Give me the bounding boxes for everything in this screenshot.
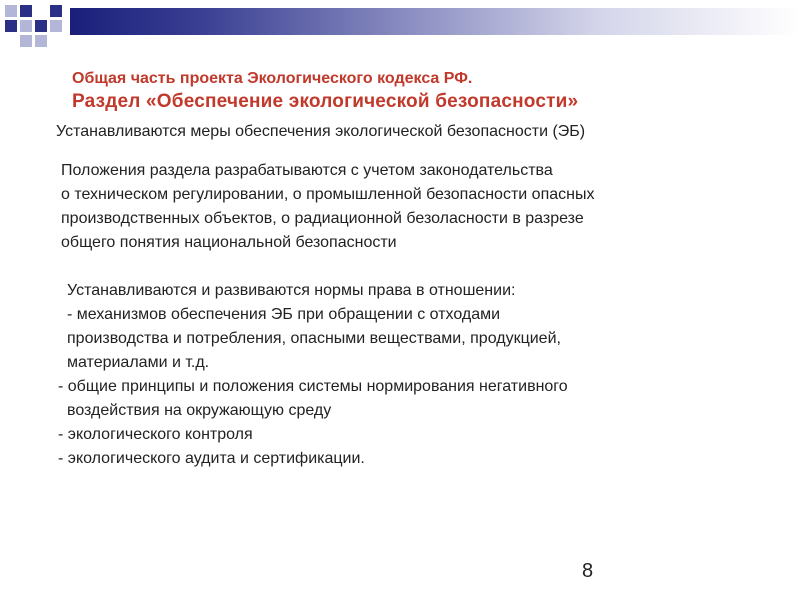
title-line-2: Раздел «Обеспечение экологической безопасности» <box>72 91 579 112</box>
header-gradient-bar <box>70 8 800 35</box>
decorative-header-band <box>0 0 800 46</box>
page-number: 8 <box>582 560 594 582</box>
paragraph-line: воздействия на окружающую среду <box>67 402 332 419</box>
legislation-paragraph <box>61 159 594 255</box>
paragraph-line: о техническом регулировании, о промышленной безопасности опасных <box>61 186 595 203</box>
paragraph-line: производства и потребления, опасными веществами, продукцией, <box>67 330 561 347</box>
list-item: - общие принципы и положения системы нормирования негативного <box>58 378 568 395</box>
paragraph-line: общего понятия национальной безопасности <box>61 234 397 251</box>
decorative-square <box>35 20 47 32</box>
list-item: - механизмов обеспечения ЭБ при обращении с отходами <box>67 306 501 323</box>
decorative-square <box>20 5 32 17</box>
decorative-square <box>50 5 62 17</box>
list-item: - экологического аудита и сертификации. <box>58 450 365 467</box>
list-item: - экологического контроля <box>58 426 253 443</box>
norms-paragraph <box>58 279 568 471</box>
decorative-square <box>50 20 62 32</box>
paragraph-line: Положения раздела разрабатываются с учетом законодательства <box>61 162 553 179</box>
slide-title <box>72 68 772 114</box>
decorative-square <box>5 35 17 47</box>
decorative-square <box>35 5 47 17</box>
paragraph-line: материалами и т.д. <box>67 354 210 371</box>
paragraph-line: производственных объектов, о радиационной безоласности в разрезе <box>61 210 584 227</box>
decorative-square <box>5 5 17 17</box>
decorative-square <box>5 20 17 32</box>
decorative-square <box>20 35 32 47</box>
title-line-1: Общая часть проекта Экологического кодекса РФ. <box>72 70 473 87</box>
slide-subtitle: Устанавливаются меры обеспечения экологической безопасности (ЭБ) <box>56 123 586 140</box>
decorative-square <box>20 20 32 32</box>
paragraph-line: Устанавливаются и развиваются нормы права в отношении: <box>67 282 516 299</box>
decorative-square <box>35 35 47 47</box>
